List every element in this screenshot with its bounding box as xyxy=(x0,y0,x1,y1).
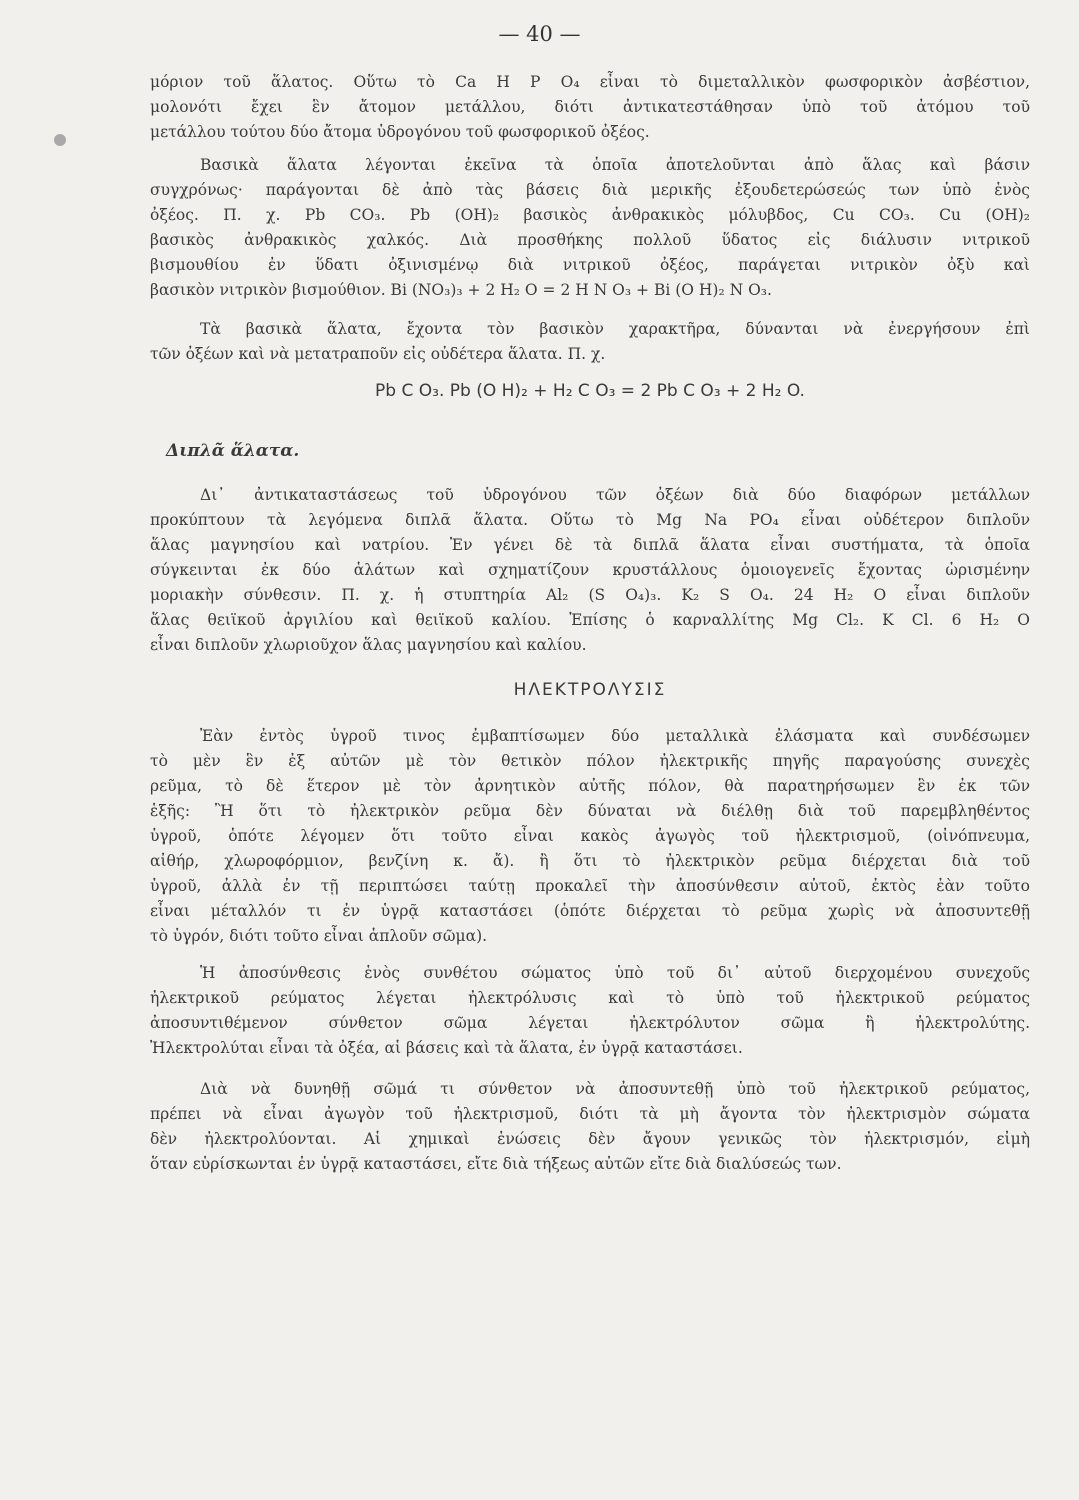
text-line: ἠλεκτρικοῦ ρεύματος λέγεται ἠλεκτρόλυσις καὶ τὸ ὑπὸ τοῦ ἠλεκτρικοῦ ρεύματος xyxy=(150,989,1030,1007)
text-line: Δι᾿ ἀντικαταστάσεως τοῦ ὑδρογόνου τῶν ὀξέων διὰ δύο διαφόρων μετάλλων xyxy=(200,486,1030,504)
text-line: Βασικὰ ἅλατα λέγονται ἐκεῖνα τὰ ὁποῖα ἀποτελοῦνται ἀπὸ ἅλας καὶ βάσιν xyxy=(200,156,1030,174)
text-line: μολονότι ἔχει ἓν ἄτομον μετάλλου, διότι ἀντικατεστάθησαν ὑπὸ τοῦ ἀτόμου τοῦ xyxy=(150,98,1030,116)
text-line: Ἡ ἀποσύνθεσις ἑνὸς συνθέτου σώματος ὑπὸ τοῦ δι᾿ αὐτοῦ διερχομένου συνεχοῦς xyxy=(200,964,1030,982)
text-line: ρεῦμα, τὸ δὲ ἕτερον μὲ τὸν ἀρνητικὸν αὐτῆς πόλον, θὰ παρατηρήσωμεν ἓν ἐκ τῶν xyxy=(150,777,1030,795)
text-line: ὀξέος. Π. χ. Pb CO₃. Pb (OH)₂ βασικὸς ἀνθρακικὸς μόλυβδος, Cu CO₃. Cu (OH)₂ xyxy=(150,206,1030,224)
text-line: Ἠλεκτρολύται εἶναι τὰ ὀξέα, αἱ βάσεις καὶ τὰ ἅλατα, ἐν ὑγρᾷ καταστάσει. xyxy=(150,1039,743,1057)
text-line: Ἐὰν ἐντὸς ὑγροῦ τινος ἐμβαπτίσωμεν δύο μεταλλικὰ ἐλάσματα καὶ συνδέσωμεν xyxy=(200,727,1030,745)
page-body xyxy=(150,70,1030,1185)
text-line: προκύπτουν τὰ λεγόμενα διπλᾶ ἅλατα. Οὕτω τὸ Mg Na PO₄ εἶναι οὐδέτερον διπλοῦν xyxy=(150,511,1030,529)
text-line: Διὰ νὰ δυνηθῇ σῶμά τι σύνθετον νὰ ἀποσυντεθῇ ὑπὸ τοῦ ἠλεκτρικοῦ ρεύματος, xyxy=(200,1080,1030,1098)
paragraph-intro xyxy=(150,70,1030,145)
chemical-formula: Pb C O₃. Pb (O H)₂ + H₂ C O₃ = 2 Pb C O₃ + 2 H₂ O. xyxy=(375,381,805,401)
text-line: ἅλας θειϊκοῦ ἀργιλίου καὶ θειϊκοῦ καλίου. Ἐπίσης ὁ καρναλλίτης Mg Cl₂. K Cl. 6 H₂ O xyxy=(150,611,1030,629)
double-salts-heading: Διπλᾶ ἅλατα. xyxy=(166,441,300,461)
text-line: τῶν ὀξέων καὶ νὰ μετατραποῦν εἰς οὐδέτερα ἅλατα. Π. χ. xyxy=(150,345,606,363)
text-line: ἅλας μαγνησίου καὶ νατρίου. Ἐν γένει δὲ τὰ διπλᾶ ἅλατα εἶναι συστήματα, τὰ ὁποῖα xyxy=(150,536,1030,554)
paragraph-double-salts xyxy=(150,483,1030,658)
text-line: τὸ ὑγρόν, διότι τοῦτο εἶναι ἁπλοῦν σῶμα). xyxy=(150,927,488,945)
electrolysis-heading: ΗΛΕΚΤΡΟΛΥΣΙΣ xyxy=(513,680,667,700)
text-line: πρέπει νὰ εἶναι ἀγωγὸν τοῦ ἠλεκτρισμοῦ, διότι τὰ μὴ ἄγοντα τὸν ἠλεκτρισμὸν σώματα xyxy=(150,1105,1030,1123)
text-line: βασικὸς ἀνθρακικὸς χαλκός. Διὰ προσθήκης πολλοῦ ὕδατος εἰς διάλυσιν νιτρικοῦ xyxy=(150,231,1030,249)
text-line: ἑξῆς: Ἢ ὅτι τὸ ἠλεκτρικὸν ρεῦμα δὲν δύναται νὰ διέλθῃ διὰ τοῦ παρεμβληθέντος xyxy=(150,802,1030,820)
text-line: ὅταν εὑρίσκωνται ἐν ὑγρᾷ καταστάσει, εἴτε διὰ τήξεως αὐτῶν εἴτε διὰ διαλύσεώς των. xyxy=(150,1155,842,1173)
text-line: βασικὸν νιτρικὸν βισμούθιον. Bi (NO₃)₃ + 2 H₂ O = 2 H N O₃ + Bi (O H)₂ N O₃. xyxy=(150,281,772,299)
text-line: σύγκεινται ἐκ δύο ἁλάτων καὶ σχηματίζουν κρυστάλλους ὁμοιογενεῖς ἔχοντας ὡρισμένην xyxy=(150,561,1030,579)
text-line: τὸ μὲν ἓν ἐξ αὐτῶν μὲ τὸν θετικὸν πόλον ἠλεκτρικῆς πηγῆς παραγούσης συνεχὲς xyxy=(150,752,1030,770)
text-line: μόριον τοῦ ἅλατος. Οὕτω τὸ Ca H P O₄ εἶναι τὸ διμεταλλικὸν φωσφορικὸν ἀσβέστιον, xyxy=(150,73,1030,91)
text-line: μετάλλου τούτου δύο ἄτομα ὑδρογόνου τοῦ φωσφορικοῦ ὀξέος. xyxy=(150,123,650,141)
paragraph-basic-salts xyxy=(150,153,1030,303)
text-line: αἰθήρ, χλωροφόρμιον, βενζίνη κ. ἄ). ἢ ὅτι τὸ ἠλεκτρικὸν ρεῦμα διέρχεται διὰ τοῦ xyxy=(150,852,1030,870)
binder-hole-mark xyxy=(54,134,66,146)
paragraph-electrolysis-3 xyxy=(150,1077,1030,1177)
paragraph-basic-salts-2 xyxy=(150,317,1030,367)
paragraph-electrolysis-2 xyxy=(150,961,1030,1061)
text-line: δὲν ἠλεκτρολύονται. Αἱ χημικαὶ ἑνώσεις δὲν ἄγουν γενικῶς τὸν ἠλεκτρισμόν, εἰμὴ xyxy=(150,1130,1030,1148)
text-line: εἶναι διπλοῦν χλωριοῦχον ἅλας μαγνησίου καὶ καλίου. xyxy=(150,636,587,654)
text-line: ὑγροῦ, ἀλλὰ ἐν τῇ περιπτώσει ταύτῃ προκαλεῖ τὴν ἀποσύνθεσιν αὐτοῦ, ἐκτὸς ἐὰν τοῦτο xyxy=(150,877,1030,895)
text-line: εἶναι μέταλλόν τι ἐν ὑγρᾷ καταστάσει (ὁπότε διέρχεται τὸ ρεῦμα χωρὶς νὰ ἀποσυντεθῇ xyxy=(150,902,1030,920)
paragraph-electrolysis-1 xyxy=(150,724,1030,949)
text-line: ἀποσυντιθέμενον σύνθετον σῶμα λέγεται ἠλεκτρόλυτον σῶμα ἢ ἠλεκτρολύτης. xyxy=(150,1014,1030,1032)
text-line: βισμουθίου ἐν ὕδατι ὀξινισμένῳ διὰ νιτρικοῦ ὀξέος, παράγεται νιτρικὸν ὀξὺ καὶ xyxy=(150,256,1030,274)
text-line: συγχρόνως· παράγονται δὲ ἀπὸ τὰς βάσεις διὰ μερικῆς ἐξουδετερώσεώς των ὑπὸ ἑνὸς xyxy=(150,181,1030,199)
text-line: μοριακὴν σύνθεσιν. Π. χ. ἡ στυπτηρία Al₂ (S O₄)₃. K₂ S O₄. 24 H₂ O εἶναι διπλοῦν xyxy=(150,586,1030,604)
page-number: — 40 — xyxy=(498,22,581,46)
text-line: Τὰ βασικὰ ἅλατα, ἔχοντα τὸν βασικὸν χαρακτῆρα, δύνανται νὰ ἐνεργήσουν ἐπὶ xyxy=(200,320,1030,338)
text-line: ὑγροῦ, ὁπότε λέγομεν ὅτι τοῦτο εἶναι κακὸς ἀγωγὸς τοῦ ἠλεκτρισμοῦ, (οἰνόπνευμα, xyxy=(150,827,1030,845)
